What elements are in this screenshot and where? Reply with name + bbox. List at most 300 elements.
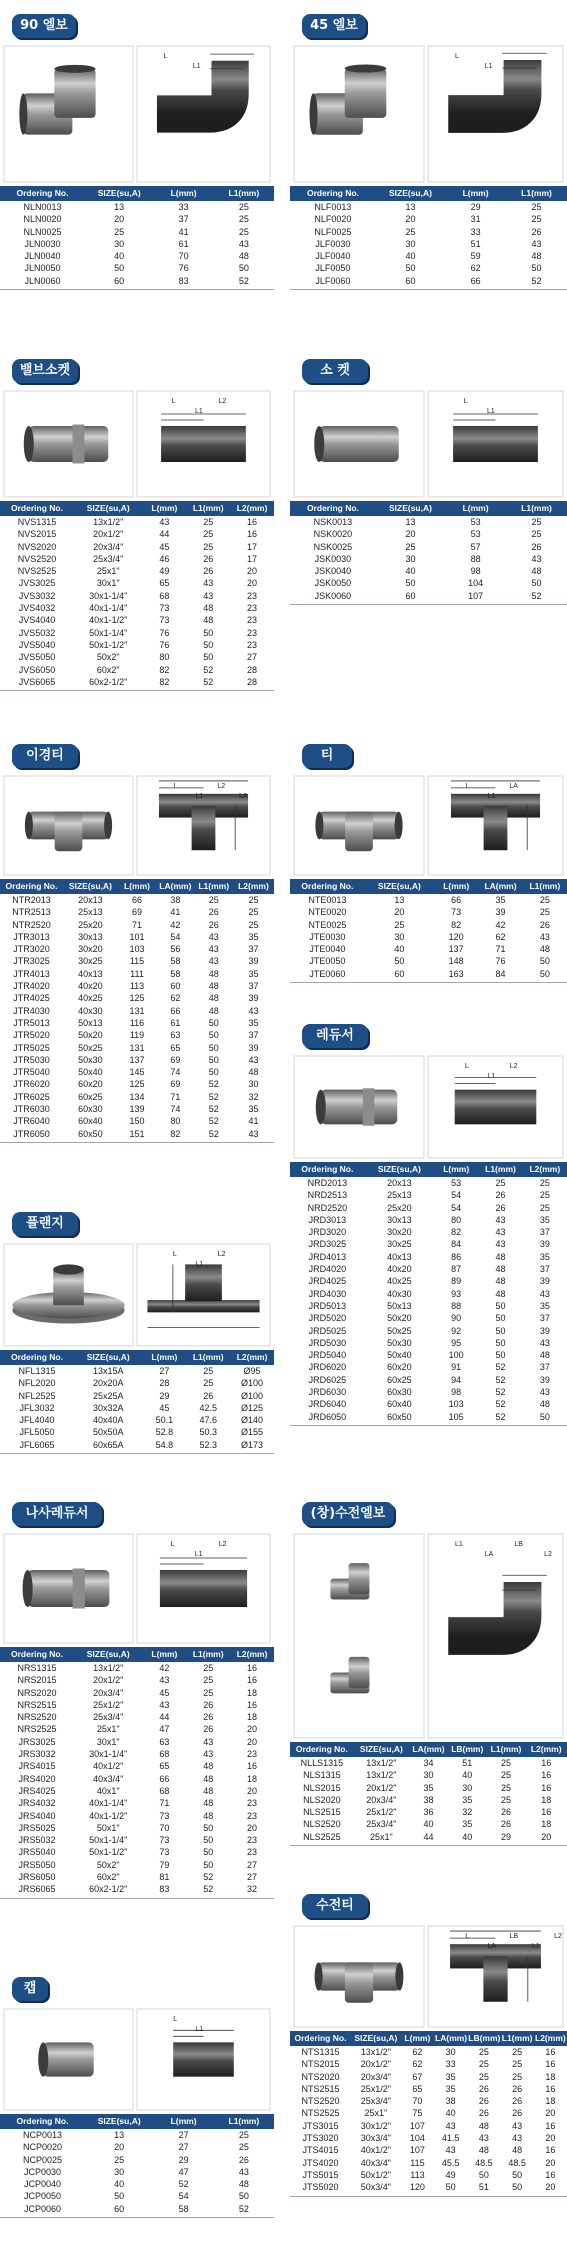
ordering-number: JRD3025 <box>308 1239 347 1250</box>
table-row <box>0 1662 274 1674</box>
ordering-number: JSK0050 <box>314 578 352 589</box>
table-row <box>0 992 274 1004</box>
table-row <box>0 1785 274 1797</box>
spec-value: 25x1" <box>96 566 120 577</box>
spec-value: 32 <box>248 1091 259 1102</box>
column-header: SIZE(su,A) <box>74 501 143 516</box>
spec-value: 40 <box>114 2179 125 2190</box>
spec-value: 26 <box>478 2083 489 2094</box>
spec-value: 87 <box>451 1264 462 1275</box>
spec-value: 56 <box>170 944 181 955</box>
spec-value: 52 <box>208 1104 219 1115</box>
dimension-label: L <box>465 1933 470 1940</box>
spec-value: 50 <box>114 263 125 274</box>
spec-value: 26 <box>531 226 542 237</box>
spec-value: 48 <box>203 615 214 626</box>
ordering-number: NLLS1315 <box>300 1758 344 1768</box>
spec-value: 37 <box>539 1264 550 1275</box>
spec-value: 52 <box>208 1079 219 1090</box>
spec-value: 20 <box>114 2142 125 2153</box>
table-row <box>0 1365 274 1377</box>
spec-value: 65 <box>159 1761 170 1772</box>
spec-value: 18 <box>541 1819 552 1830</box>
spec-value: 80 <box>159 652 170 663</box>
header-row <box>0 186 274 201</box>
spec-value: 40 <box>462 1770 473 1781</box>
spec-value: 20x13 <box>78 895 103 905</box>
spec-value: 25 <box>394 919 405 930</box>
spec-value: 18 <box>247 1773 258 1784</box>
spec-value: 43 <box>531 553 542 564</box>
spec-value: 39 <box>539 1276 550 1287</box>
table-bottom-rule <box>0 1142 274 1143</box>
header-row <box>0 879 274 894</box>
spec-value: 131 <box>129 1005 145 1016</box>
column-header: Ordering No. <box>0 501 74 516</box>
spec-value: 40x40A <box>92 1415 124 1426</box>
spec-value: 26 <box>512 2108 523 2119</box>
spec-value: 71 <box>159 1798 170 1809</box>
spec-value: 18 <box>541 1794 552 1805</box>
spec-value: 70 <box>159 1822 170 1833</box>
column-header: LB(mm) <box>467 2031 500 2046</box>
spec-value: 38 <box>445 2096 456 2107</box>
spec-value: 43 <box>539 1288 550 1299</box>
spec-value: 82 <box>159 664 170 675</box>
column-header: L1(mm) <box>506 501 567 516</box>
spec-value: 29 <box>159 1390 170 1401</box>
spec-value: 119 <box>129 1030 145 1041</box>
ordering-number: JRS5050 <box>18 1859 56 1870</box>
spec-value: 80 <box>451 1214 462 1225</box>
spec-value: 25 <box>114 2154 125 2165</box>
spec-value: 60x65A <box>92 1439 124 1450</box>
ordering-number: NSK0020 <box>313 529 353 540</box>
table-row <box>0 1066 274 1078</box>
spec-value: 54 <box>178 2191 189 2202</box>
spec-value: 43 <box>159 1675 170 1686</box>
spec-value: 30x25 <box>78 956 103 967</box>
table-row <box>290 1312 567 1324</box>
column-header: L(mm) <box>445 186 506 201</box>
product-image-panel <box>0 774 274 877</box>
spec-value: 79 <box>159 1859 170 1870</box>
spec-value: 52 <box>495 1399 506 1410</box>
spec-value: 105 <box>448 1411 464 1422</box>
spec-value: 48 <box>203 1761 214 1772</box>
table-row <box>0 541 274 553</box>
spec-value: 20x1/2" <box>93 1675 124 1686</box>
spec-value: 43 <box>539 1337 550 1348</box>
column-header: Ordering No. <box>290 501 376 516</box>
spec-value: 30x13 <box>387 1214 412 1225</box>
spec-value: 115 <box>129 956 145 967</box>
spec-value: 26 <box>203 1390 214 1401</box>
spec-value: 44 <box>423 1831 434 1842</box>
ordering-number: NRS2520 <box>17 1712 57 1723</box>
table-row <box>0 906 274 918</box>
spec-value: 43 <box>159 1699 170 1710</box>
spec-value: 35 <box>248 1017 259 1028</box>
dimension-label: LA <box>239 793 248 800</box>
spec-value: 47 <box>159 1724 170 1735</box>
spec-table <box>0 186 274 287</box>
table-row <box>0 1822 274 1834</box>
spec-value: 91 <box>451 1362 462 1373</box>
ordering-number: NRD2013 <box>307 1178 348 1188</box>
spec-value: 20 <box>545 2108 556 2119</box>
spec-value: 43 <box>208 956 219 967</box>
header-row <box>0 2114 274 2129</box>
spec-value: 23 <box>247 615 258 626</box>
table-row <box>0 1760 274 1772</box>
spec-value: 125 <box>129 993 145 1004</box>
spec-value: 25x1" <box>370 1831 393 1842</box>
spec-value: 20x20A <box>92 1378 124 1389</box>
spec-value: 60x50 <box>78 1128 103 1139</box>
section-label: 소 켓 <box>302 359 368 383</box>
table-row <box>290 1806 567 1818</box>
spec-value: 40x30 <box>387 1288 412 1299</box>
spec-value: 35 <box>423 1782 434 1793</box>
ordering-number: JLN0050 <box>24 263 61 274</box>
spec-value: 63 <box>159 1736 170 1747</box>
spec-value: 48 <box>531 566 542 577</box>
spec-value: 76 <box>159 627 170 638</box>
spec-value: 13x1/2" <box>366 1770 397 1781</box>
spec-value: 45 <box>159 1402 170 1413</box>
spec-value: 35 <box>248 1104 259 1115</box>
dimension-label: L <box>163 53 168 60</box>
spec-table <box>0 879 274 1140</box>
spec-value: 26 <box>203 1699 214 1710</box>
spec-value: 48 <box>203 1773 214 1784</box>
spec-value: 89 <box>451 1276 462 1287</box>
column-header: L1(mm) <box>186 501 230 516</box>
spec-value: 50 <box>114 2191 125 2202</box>
spec-value: 48 <box>478 2120 489 2131</box>
spec-value: 42 <box>170 919 181 930</box>
spec-value: 50 <box>478 2169 489 2180</box>
spec-value: 113 <box>129 981 145 992</box>
spec-value: 54 <box>170 931 181 942</box>
spec-value: 98 <box>451 1387 462 1398</box>
spec-value: 20x1/2" <box>366 1782 397 1793</box>
spec-value: 23 <box>247 1835 258 1846</box>
ordering-number: JVS4032 <box>18 603 56 614</box>
spec-value: 18 <box>545 2071 556 2082</box>
spec-value: 23 <box>247 627 258 638</box>
column-header: SIZE(su,A) <box>74 1647 143 1662</box>
spec-value: 137 <box>129 1054 145 1065</box>
spec-value: 50 <box>512 2182 523 2193</box>
ordering-number: JRD6050 <box>308 1411 347 1422</box>
product-image-panel <box>0 389 274 499</box>
spec-value: 103 <box>448 1399 464 1410</box>
column-header: L2(mm) <box>523 1162 567 1177</box>
spec-value: 25 <box>531 214 542 225</box>
spec-value: 20 <box>247 1785 258 1796</box>
spec-value: 27 <box>247 1859 258 1870</box>
spec-value: 25 <box>238 2130 249 2140</box>
spec-value: 25 <box>405 541 416 552</box>
column-header: L1(mm) <box>214 2114 274 2129</box>
spec-value: 30 <box>405 553 416 564</box>
ordering-number: JRD5013 <box>308 1300 347 1311</box>
table-row <box>0 516 274 528</box>
table-row <box>290 201 567 213</box>
spec-value: 25x1" <box>96 1724 120 1735</box>
spec-value: 52 <box>238 275 249 286</box>
column-header: L(mm) <box>118 879 156 894</box>
spec-value: 62 <box>412 2047 423 2057</box>
ordering-number: NTE0020 <box>308 907 347 918</box>
spec-value: 16 <box>545 2145 556 2156</box>
column-header: L(mm) <box>401 2031 434 2046</box>
ordering-number: JRS4020 <box>18 1773 56 1784</box>
column-header: Ordering No. <box>290 879 365 894</box>
spec-value: 92 <box>451 1325 462 1336</box>
column-header: SIZE(su,A) <box>365 1162 434 1177</box>
ordering-number: JRS4040 <box>18 1810 56 1821</box>
spec-value: 48 <box>539 1350 550 1361</box>
table-row <box>290 1202 567 1214</box>
table-bottom-rule <box>0 1453 274 1454</box>
spec-value: 50x20 <box>387 1313 412 1324</box>
spec-value: 16 <box>247 529 258 540</box>
spec-value: 60x2" <box>96 1872 120 1883</box>
spec-value: 95 <box>451 1337 462 1348</box>
section-label: 수전티 <box>302 1894 368 1918</box>
spec-value: 50 <box>203 627 214 638</box>
dimension-label: L1 <box>455 1541 463 1548</box>
spec-value: 20 <box>405 529 416 540</box>
spec-value: 41 <box>178 226 189 237</box>
spec-value: 151 <box>129 1128 145 1139</box>
spec-value: 26 <box>203 566 214 577</box>
table-row <box>0 1377 274 1389</box>
spec-value: 26 <box>203 553 214 564</box>
spec-value: 25 <box>512 2059 523 2070</box>
spec-value: 35 <box>495 895 506 905</box>
table-row <box>290 262 567 274</box>
ordering-number: JSK0040 <box>314 566 352 577</box>
spec-value: 50 <box>445 2182 456 2193</box>
section-label: 레듀서 <box>302 1024 368 1048</box>
column-header: SIZE(su,A) <box>354 1742 409 1757</box>
spec-value: 28 <box>159 1378 170 1389</box>
spec-value: 13 <box>114 202 125 212</box>
table-row <box>0 639 274 651</box>
ordering-number: JTR5025 <box>13 1042 50 1053</box>
spec-value: 32 <box>247 1884 258 1895</box>
spec-value: 48 <box>208 1005 219 1016</box>
table-row <box>0 1017 274 1029</box>
spec-value: 82 <box>451 1227 462 1238</box>
ordering-number: NRS2020 <box>17 1687 57 1698</box>
ordering-number: JLN0040 <box>24 251 61 262</box>
spec-value: 20x3/4" <box>93 541 124 552</box>
spec-value: 25 <box>238 226 249 237</box>
spec-value: 50x13 <box>78 1017 103 1028</box>
spec-value: 84 <box>451 1239 462 1250</box>
column-header: L1(mm) <box>195 879 233 894</box>
spec-value: 65 <box>170 1042 181 1053</box>
spec-value: 48 <box>495 1288 506 1299</box>
spec-value: 52 <box>238 2203 249 2214</box>
product-image-panel <box>290 1924 567 2029</box>
spec-value: 50 <box>203 1859 214 1870</box>
spec-value: 37 <box>248 944 259 955</box>
spec-value: 62 <box>470 263 481 274</box>
ordering-number: NTE0013 <box>308 895 347 905</box>
spec-value: 50x25 <box>78 1042 103 1053</box>
ordering-number: JVS5050 <box>18 652 56 663</box>
spec-value: 40x3/4" <box>360 2157 391 2168</box>
spec-value: 84 <box>495 968 506 979</box>
spec-value: 25 <box>203 541 214 552</box>
spec-value: 50 <box>531 578 542 589</box>
column-header: Ordering No. <box>290 1742 354 1757</box>
spec-value: 52 <box>495 1374 506 1385</box>
spec-value: 26 <box>501 1807 512 1818</box>
spec-value: 54 <box>451 1202 462 1213</box>
ordering-number: JTR6040 <box>13 1116 50 1127</box>
product-image-panel <box>0 2007 274 2112</box>
product-image-panel <box>290 44 567 184</box>
table-row <box>0 2190 274 2202</box>
ordering-number: NTS2515 <box>301 2083 340 2094</box>
spec-value: 30 <box>423 1770 434 1781</box>
ordering-number: JTS5015 <box>302 2169 339 2180</box>
table-row <box>0 1128 274 1140</box>
ordering-number: JTR4025 <box>13 993 50 1004</box>
spec-value: 107 <box>409 2145 425 2156</box>
spec-value: 104 <box>468 578 484 589</box>
spec-value: 50 <box>203 1847 214 1858</box>
header-row <box>290 186 567 201</box>
ordering-number: NVS2020 <box>17 541 57 552</box>
ordering-number: JFL3032 <box>19 1402 55 1413</box>
spec-value: 30 <box>445 2047 456 2057</box>
spec-value: 73 <box>159 1847 170 1858</box>
spec-value: 30x1/2" <box>360 2120 391 2131</box>
section-label: 이경티 <box>12 744 78 768</box>
table-row <box>290 1386 567 1398</box>
spec-value: 20 <box>247 578 258 589</box>
ordering-number: JRD4020 <box>308 1264 347 1275</box>
column-header: Ordering No. <box>290 2031 351 2046</box>
spec-value: 145 <box>129 1067 145 1078</box>
spec-table <box>290 1742 567 1843</box>
ordering-number: NRD2520 <box>307 1202 348 1213</box>
table-row <box>290 1411 567 1423</box>
spec-value: 45 <box>159 1687 170 1698</box>
ordering-number: JTE0040 <box>309 944 346 955</box>
spec-value: 20x3/4" <box>93 1687 124 1698</box>
spec-value: 39 <box>539 1325 550 1336</box>
table-row <box>290 1337 567 1349</box>
spec-value: 62 <box>412 2059 423 2070</box>
spec-value: 25x3/4" <box>366 1819 397 1830</box>
table-row <box>290 1177 567 1189</box>
spec-value: Ø95 <box>243 1366 261 1376</box>
dimension-label: L <box>170 1541 175 1548</box>
table-row <box>0 565 274 577</box>
spec-value: 40x20 <box>387 1264 412 1275</box>
spec-value: 16 <box>247 1761 258 1772</box>
ordering-number: JRS6065 <box>18 1884 56 1895</box>
spec-value: 73 <box>159 1810 170 1821</box>
column-header: L1(mm) <box>501 2031 534 2046</box>
table-row <box>0 1748 274 1760</box>
spec-value: 27 <box>159 1366 170 1376</box>
ordering-number: NTS2020 <box>301 2071 340 2082</box>
ordering-number: NSK0013 <box>313 517 353 527</box>
header-row <box>290 1742 567 1757</box>
spec-value: 35 <box>462 1819 473 1830</box>
spec-value: 20 <box>114 214 125 225</box>
spec-value: 30x1" <box>96 1736 120 1747</box>
spec-value: 25x13 <box>78 907 103 918</box>
spec-value: 25 <box>495 1178 506 1188</box>
dimension-label: L <box>463 398 468 405</box>
spec-value: 25 <box>203 1366 214 1376</box>
ordering-number: JVS5040 <box>18 639 56 650</box>
spec-value: 50 <box>203 1835 214 1846</box>
spec-value: 54 <box>451 1190 462 1201</box>
column-header: L2(mm) <box>230 1350 274 1365</box>
ordering-number: JTR3013 <box>13 931 50 942</box>
ordering-number: NTR2520 <box>12 919 51 930</box>
spec-value: 26 <box>203 1724 214 1735</box>
table-row <box>290 238 567 250</box>
spec-value: 50 <box>208 1030 219 1041</box>
ordering-number: NVS2520 <box>17 553 57 564</box>
spec-value: 37 <box>539 1362 550 1373</box>
spec-table <box>290 186 567 287</box>
spec-value: 30 <box>114 238 125 249</box>
table-row <box>0 250 274 262</box>
spec-value: 43 <box>208 931 219 942</box>
column-header: Ordering No. <box>0 2114 85 2129</box>
table-row <box>290 1361 567 1373</box>
spec-value: 40x13 <box>78 968 103 979</box>
spec-value: 41.5 <box>441 2133 460 2144</box>
ordering-number: JRS4032 <box>18 1798 56 1809</box>
dimension-label: L1 <box>195 2026 204 2033</box>
table-row <box>290 590 567 602</box>
spec-value: 48.5 <box>508 2157 526 2168</box>
table-row <box>0 1426 274 1438</box>
spec-value: 48 <box>203 1785 214 1796</box>
table-row <box>0 2178 274 2190</box>
spec-value: 66 <box>470 275 481 286</box>
spec-value: 48 <box>495 1264 506 1275</box>
spec-value: 25 <box>539 1178 550 1188</box>
spec-value: 69 <box>170 1054 181 1065</box>
spec-value: 20 <box>545 2182 556 2193</box>
spec-value: 25 <box>248 895 259 905</box>
spec-value: 25 <box>512 2047 523 2057</box>
ordering-number: NRS2525 <box>17 1724 57 1735</box>
dimension-label: L <box>173 2016 178 2023</box>
spec-value: 50 <box>208 1067 219 1078</box>
spec-value: 20 <box>247 1724 258 1735</box>
spec-value: 80 <box>170 1116 181 1127</box>
spec-value: 43 <box>248 1128 259 1139</box>
spec-value: 40 <box>423 1819 434 1830</box>
